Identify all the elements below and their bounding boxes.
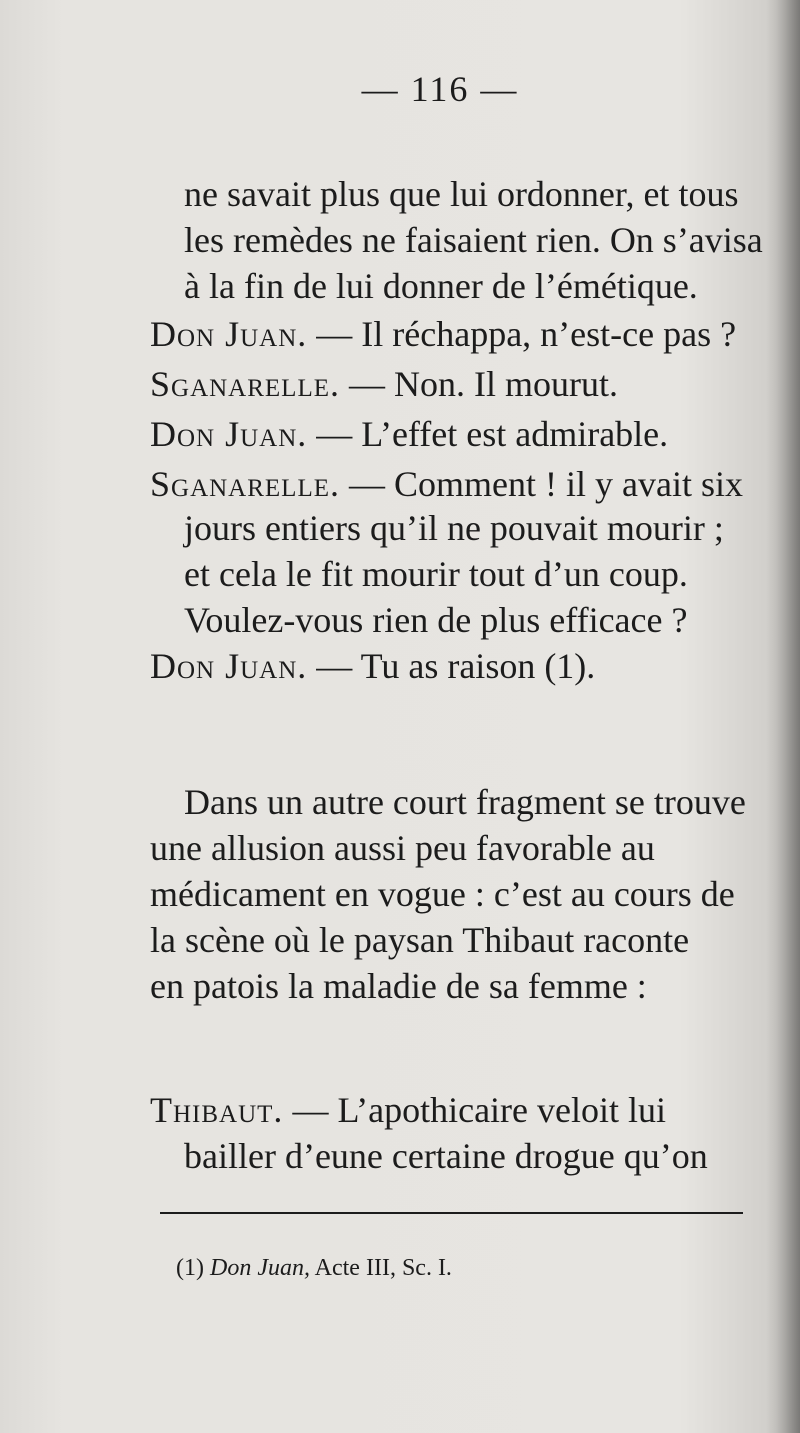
- dialogue-line: [150, 464, 743, 504]
- dialogue-line: [150, 314, 736, 354]
- speaker-name: Don Juan.: [150, 314, 308, 354]
- text-line: médicament en vogue : c’est au cours de: [150, 874, 735, 914]
- dialogue-text: — Tu as raison (1).: [307, 646, 596, 686]
- footnote: [176, 1255, 452, 1282]
- footnote-reference: Acte III, Sc. I.: [314, 1255, 452, 1281]
- dialogue-text: — L’effet est admirable.: [307, 414, 669, 454]
- speaker-name: Thibaut.: [150, 1090, 284, 1130]
- text-line: et cela le fit mourir tout d’un coup.: [184, 554, 688, 594]
- dialogue-text: — L’apothicaire veloit lui: [283, 1090, 667, 1130]
- text-line: bailler d’eune certaine drogue qu’on: [184, 1136, 708, 1176]
- dialogue-line: [150, 364, 618, 404]
- footnote-title: Don Juan,: [209, 1255, 310, 1281]
- dialogue-line: [150, 414, 668, 454]
- page-number: — 116 —: [361, 69, 519, 109]
- speaker-name: Sganarelle.: [150, 464, 340, 504]
- footnote-marker: (1): [176, 1255, 204, 1281]
- text-line: Voulez-vous rien de plus efficace ?: [184, 600, 688, 640]
- text-line: à la fin de lui donner de l’émétique.: [184, 266, 698, 306]
- page-edge-shadow: [766, 0, 800, 1433]
- speaker-name: Don Juan.: [150, 414, 308, 454]
- text-line: la scène où le paysan Thibaut raconte: [150, 920, 690, 960]
- dialogue-text: — Non. Il mourut.: [340, 364, 618, 404]
- footnote-rule: [160, 1212, 743, 1214]
- dialogue-line: [150, 1090, 666, 1130]
- text-line: Dans un autre court fragment se trouve: [184, 782, 746, 822]
- text-line: les remèdes ne faisaient rien. On s’avisa: [184, 220, 763, 260]
- text-line: jours entiers qu’il ne pouvait mourir ;: [184, 508, 724, 548]
- text-line: ne savait plus que lui ordonner, et tous: [184, 174, 739, 214]
- dialogue-line: [150, 646, 595, 686]
- text-line: en patois la maladie de sa femme :: [150, 966, 647, 1006]
- dialogue-text: — Comment ! il y avait six: [340, 464, 743, 504]
- text-line: une allusion aussi peu favorable au: [150, 828, 655, 868]
- speaker-name: Don Juan.: [150, 646, 308, 686]
- dialogue-text: — Il réchappa, n’est-ce pas ?: [307, 314, 737, 354]
- speaker-name: Sganarelle.: [150, 364, 340, 404]
